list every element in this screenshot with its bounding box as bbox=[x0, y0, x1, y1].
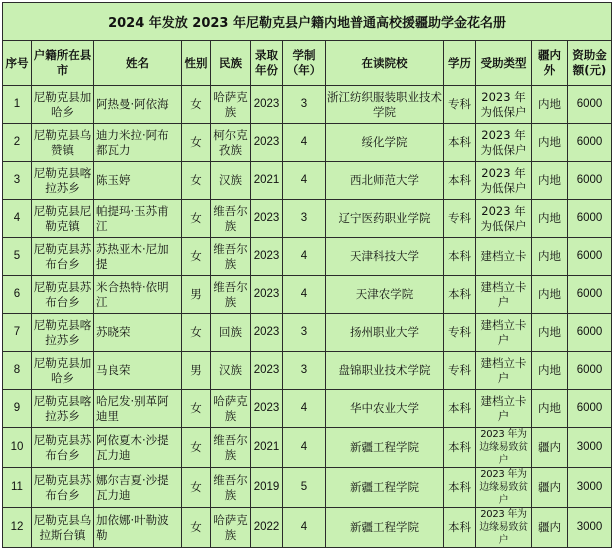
cell-degree: 本科 bbox=[444, 162, 476, 200]
cell-ethnicity: 哈萨克族 bbox=[211, 86, 251, 124]
cell-ethnicity: 维吾尔族 bbox=[211, 238, 251, 276]
cell-region: 尼勒克县加哈乡 bbox=[32, 352, 94, 390]
cell-school: 新疆工程学院 bbox=[326, 428, 444, 468]
cell-aid-type: 建档立卡户 bbox=[476, 314, 532, 352]
header-location: 疆内外 bbox=[532, 41, 568, 86]
cell-amount: 6000 bbox=[568, 162, 612, 200]
cell-school: 辽宁医药职业学院 bbox=[326, 200, 444, 238]
cell-region: 尼勒克县苏布台乡 bbox=[32, 468, 94, 508]
cell-ethnicity: 汉族 bbox=[211, 352, 251, 390]
cell-ethnicity: 回族 bbox=[211, 314, 251, 352]
cell-degree: 本科 bbox=[444, 276, 476, 314]
cell-degree: 本科 bbox=[444, 238, 476, 276]
header-degree: 学历 bbox=[444, 41, 476, 86]
cell-amount: 6000 bbox=[568, 238, 612, 276]
header-aid-type: 受助类型 bbox=[476, 41, 532, 86]
cell-amount: 6000 bbox=[568, 352, 612, 390]
table-row bbox=[3, 238, 612, 276]
cell-ethnicity: 汉族 bbox=[211, 162, 251, 200]
cell-aid-type: 建档立卡户 bbox=[476, 352, 532, 390]
cell-year: 2019 bbox=[251, 468, 283, 508]
cell-name: 米合热特·依明江 bbox=[94, 276, 182, 314]
cell-name: 苏热亚木·尼加提 bbox=[94, 238, 182, 276]
cell-degree: 本科 bbox=[444, 428, 476, 468]
cell-name: 迪力米拉·阿布都瓦力 bbox=[94, 124, 182, 162]
table-row bbox=[3, 390, 612, 428]
cell-location: 内地 bbox=[532, 276, 568, 314]
cell-aid-type: 2023 年为边缘易致贫户 bbox=[476, 468, 532, 508]
cell-name: 阿热曼·阿依海 bbox=[94, 86, 182, 124]
cell-school: 浙江纺织服装职业技术学院 bbox=[326, 86, 444, 124]
cell-location: 疆内 bbox=[532, 428, 568, 468]
cell-location: 内地 bbox=[532, 86, 568, 124]
table-row bbox=[3, 124, 612, 162]
cell-school: 新疆工程学院 bbox=[326, 468, 444, 508]
cell-duration: 4 bbox=[283, 162, 326, 200]
cell-gender: 女 bbox=[182, 468, 211, 508]
cell-region: 尼勒克县喀拉苏乡 bbox=[32, 390, 94, 428]
cell-year: 2021 bbox=[251, 428, 283, 468]
cell-degree: 本科 bbox=[444, 124, 476, 162]
cell-seq: 7 bbox=[3, 314, 32, 352]
cell-name: 阿依夏木·沙提瓦力迪 bbox=[94, 428, 182, 468]
cell-school: 新疆工程学院 bbox=[326, 508, 444, 548]
cell-region: 尼勒克县苏布台乡 bbox=[32, 276, 94, 314]
cell-seq: 5 bbox=[3, 238, 32, 276]
cell-location: 疆内 bbox=[532, 468, 568, 508]
cell-region: 尼勒克县喀拉苏乡 bbox=[32, 314, 94, 352]
header-row bbox=[3, 41, 612, 86]
cell-ethnicity: 哈萨克族 bbox=[211, 508, 251, 548]
cell-degree: 专科 bbox=[444, 314, 476, 352]
cell-aid-type: 建档立卡户 bbox=[476, 276, 532, 314]
cell-region: 尼勒克县加哈乡 bbox=[32, 86, 94, 124]
cell-seq: 10 bbox=[3, 428, 32, 468]
cell-region: 尼勒克县乌拉斯台镇 bbox=[32, 508, 94, 548]
header-seq: 序号 bbox=[3, 41, 32, 86]
scholarship-roster-table bbox=[2, 2, 612, 548]
cell-gender: 女 bbox=[182, 314, 211, 352]
cell-duration: 3 bbox=[283, 352, 326, 390]
cell-aid-type: 2023 年为低保户 bbox=[476, 124, 532, 162]
cell-seq: 9 bbox=[3, 390, 32, 428]
cell-amount: 3000 bbox=[568, 428, 612, 468]
cell-location: 内地 bbox=[532, 200, 568, 238]
cell-year: 2023 bbox=[251, 314, 283, 352]
cell-aid-type: 2023 年为低保户 bbox=[476, 162, 532, 200]
cell-name: 加依娜·叶勒波勒 bbox=[94, 508, 182, 548]
header-region: 户籍所在县市 bbox=[32, 41, 94, 86]
cell-name: 哈尼发·别革阿迪里 bbox=[94, 390, 182, 428]
cell-aid-type: 2023 年为边缘易致贫户 bbox=[476, 428, 532, 468]
cell-aid-type: 建档立卡户 bbox=[476, 390, 532, 428]
cell-school: 扬州职业大学 bbox=[326, 314, 444, 352]
cell-name: 娜尔吉夏·沙提瓦力迪 bbox=[94, 468, 182, 508]
cell-year: 2023 bbox=[251, 390, 283, 428]
cell-school: 华中农业大学 bbox=[326, 390, 444, 428]
header-school: 在读院校 bbox=[326, 41, 444, 86]
cell-year: 2023 bbox=[251, 124, 283, 162]
header-ethnicity: 民族 bbox=[211, 41, 251, 86]
cell-seq: 4 bbox=[3, 200, 32, 238]
cell-year: 2023 bbox=[251, 238, 283, 276]
cell-year: 2023 bbox=[251, 86, 283, 124]
cell-duration: 3 bbox=[283, 314, 326, 352]
header-duration: 学制（年） bbox=[283, 41, 326, 86]
cell-location: 内地 bbox=[532, 124, 568, 162]
cell-region: 尼勒克县苏布台乡 bbox=[32, 238, 94, 276]
header-name: 姓名 bbox=[94, 41, 182, 86]
cell-duration: 4 bbox=[283, 124, 326, 162]
cell-aid-type: 2023 年为低保户 bbox=[476, 200, 532, 238]
cell-name: 帕提玛·玉苏甫江 bbox=[94, 200, 182, 238]
cell-year: 2023 bbox=[251, 352, 283, 390]
cell-gender: 女 bbox=[182, 162, 211, 200]
cell-seq: 6 bbox=[3, 276, 32, 314]
cell-region: 尼勒克县乌赞镇 bbox=[32, 124, 94, 162]
cell-school: 西北师范大学 bbox=[326, 162, 444, 200]
cell-degree: 本科 bbox=[444, 390, 476, 428]
cell-location: 疆内 bbox=[532, 508, 568, 548]
cell-degree: 专科 bbox=[444, 86, 476, 124]
cell-amount: 6000 bbox=[568, 314, 612, 352]
cell-location: 内地 bbox=[532, 238, 568, 276]
cell-duration: 4 bbox=[283, 238, 326, 276]
table-row bbox=[3, 276, 612, 314]
cell-region: 尼勒克县尼勒克镇 bbox=[32, 200, 94, 238]
cell-region: 尼勒克县苏布台乡 bbox=[32, 428, 94, 468]
cell-duration: 3 bbox=[283, 86, 326, 124]
cell-seq: 2 bbox=[3, 124, 32, 162]
cell-duration: 5 bbox=[283, 468, 326, 508]
cell-school: 天津科技大学 bbox=[326, 238, 444, 276]
cell-amount: 6000 bbox=[568, 276, 612, 314]
cell-ethnicity: 哈萨克族 bbox=[211, 390, 251, 428]
cell-school: 绥化学院 bbox=[326, 124, 444, 162]
cell-amount: 6000 bbox=[568, 200, 612, 238]
table-row bbox=[3, 428, 612, 468]
table-row bbox=[3, 162, 612, 200]
cell-ethnicity: 维吾尔族 bbox=[211, 276, 251, 314]
cell-duration: 4 bbox=[283, 390, 326, 428]
table-row bbox=[3, 468, 612, 508]
cell-amount: 3000 bbox=[568, 468, 612, 508]
cell-gender: 女 bbox=[182, 508, 211, 548]
cell-gender: 女 bbox=[182, 86, 211, 124]
cell-school: 天津农学院 bbox=[326, 276, 444, 314]
cell-gender: 男 bbox=[182, 276, 211, 314]
header-amount: 资助金额(元) bbox=[568, 41, 612, 86]
roster-body bbox=[3, 86, 612, 548]
cell-location: 内地 bbox=[532, 314, 568, 352]
header-year: 录取年份 bbox=[251, 41, 283, 86]
cell-gender: 女 bbox=[182, 238, 211, 276]
cell-degree: 专科 bbox=[444, 200, 476, 238]
cell-duration: 3 bbox=[283, 200, 326, 238]
cell-amount: 6000 bbox=[568, 86, 612, 124]
cell-name: 苏晓荣 bbox=[94, 314, 182, 352]
cell-name: 马良荣 bbox=[94, 352, 182, 390]
cell-ethnicity: 维吾尔族 bbox=[211, 200, 251, 238]
cell-ethnicity: 维吾尔族 bbox=[211, 468, 251, 508]
cell-degree: 本科 bbox=[444, 508, 476, 548]
cell-aid-type: 2023 年为边缘易致贫户 bbox=[476, 508, 532, 548]
cell-aid-type: 2023 年为低保户 bbox=[476, 86, 532, 124]
header-gender: 性别 bbox=[182, 41, 211, 86]
cell-gender: 女 bbox=[182, 428, 211, 468]
cell-gender: 女 bbox=[182, 390, 211, 428]
cell-seq: 12 bbox=[3, 508, 32, 548]
cell-year: 2023 bbox=[251, 276, 283, 314]
cell-amount: 6000 bbox=[568, 124, 612, 162]
cell-location: 内地 bbox=[532, 390, 568, 428]
cell-duration: 4 bbox=[283, 276, 326, 314]
cell-gender: 男 bbox=[182, 352, 211, 390]
cell-duration: 4 bbox=[283, 508, 326, 548]
table-row bbox=[3, 508, 612, 548]
cell-location: 内地 bbox=[532, 162, 568, 200]
cell-ethnicity: 维吾尔族 bbox=[211, 428, 251, 468]
cell-ethnicity: 柯尔克孜族 bbox=[211, 124, 251, 162]
cell-seq: 8 bbox=[3, 352, 32, 390]
table-row bbox=[3, 86, 612, 124]
table-row bbox=[3, 314, 612, 352]
cell-gender: 女 bbox=[182, 124, 211, 162]
cell-school: 盘锦职业技术学院 bbox=[326, 352, 444, 390]
cell-seq: 3 bbox=[3, 162, 32, 200]
cell-year: 2023 bbox=[251, 200, 283, 238]
cell-amount: 3000 bbox=[568, 508, 612, 548]
cell-location: 内地 bbox=[532, 352, 568, 390]
cell-year: 2021 bbox=[251, 162, 283, 200]
cell-gender: 女 bbox=[182, 200, 211, 238]
cell-degree: 本科 bbox=[444, 468, 476, 508]
table-row bbox=[3, 352, 612, 390]
cell-year: 2022 bbox=[251, 508, 283, 548]
cell-seq: 11 bbox=[3, 468, 32, 508]
cell-region: 尼勒克县喀拉苏乡 bbox=[32, 162, 94, 200]
cell-seq: 1 bbox=[3, 86, 32, 124]
cell-amount: 6000 bbox=[568, 390, 612, 428]
cell-aid-type: 建档立卡 bbox=[476, 238, 532, 276]
cell-duration: 4 bbox=[283, 428, 326, 468]
document-title: 2024 年发放 2023 年尼勒克县户籍内地普通高校援疆助学金花名册 bbox=[3, 3, 612, 41]
table-row bbox=[3, 200, 612, 238]
cell-degree: 专科 bbox=[444, 352, 476, 390]
cell-name: 陈玉婷 bbox=[94, 162, 182, 200]
